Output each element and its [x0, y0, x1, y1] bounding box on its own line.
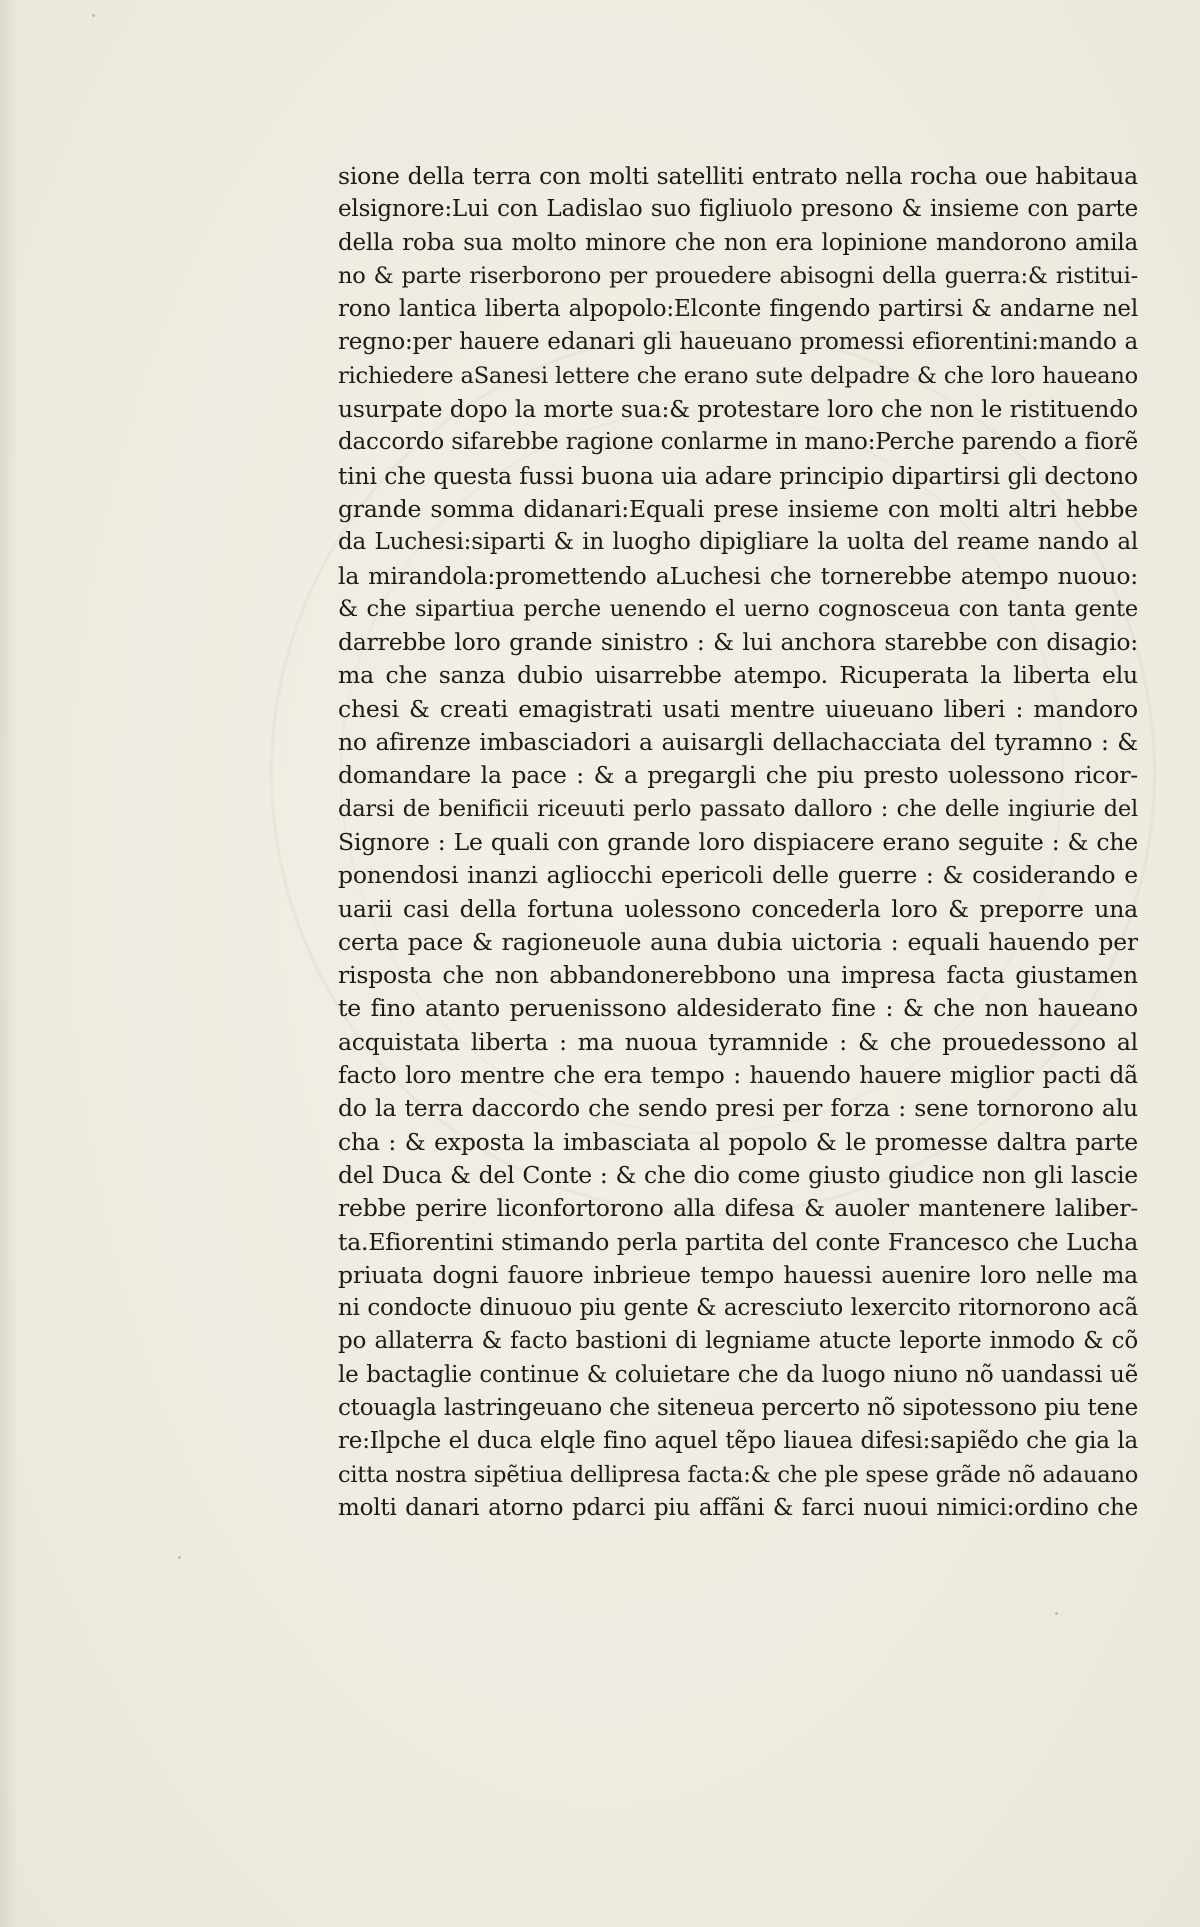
text-line: della roba sua molto minore che non era lopinione mandorono amila — [338, 229, 1138, 256]
text-line: daccordo sifarebbe ragione conlarme in mano:Perche parendo a fiorẽ — [338, 429, 1138, 456]
text-line: risposta che non abbandonerebbono una impresa facta giustamen — [338, 961, 1138, 990]
text-line: no & parte riserborono per prouedere abisogni della guerra:& ristitui- — [338, 262, 1138, 289]
printed-text-block — [338, 160, 1138, 1525]
text-line: tini che questa fussi buona uia adare principio dipartirsi gli dectono — [338, 461, 1138, 490]
text-line: regno:per hauere edanari gli haueuano promessi efiorentini:mando a — [338, 329, 1138, 356]
text-line: usurpate dopo la morte sua:& protestare loro che non le ristituendo — [338, 395, 1138, 424]
text-line: chesi & creati emagistrati usati mentre uiueuano liberi : mandoro — [338, 694, 1138, 723]
text-line: certa pace & ragioneuole auna dubia uictoria : equali hauendo per — [338, 927, 1138, 956]
paper-speck — [92, 14, 95, 17]
text-line: cha : & exposta la imbasciata al popolo & le promesse daltra parte — [338, 1127, 1138, 1156]
text-line: da Luchesi:siparti & in luogho dipigliare la uolta del reame nando al — [338, 529, 1138, 556]
text-line: darrebbe loro grande sinistro : & lui anchora starebbe con disagio: — [338, 628, 1138, 657]
text-line: ctouagla lastringeuano che siteneua percerto nõ sipotessono piu tene — [338, 1394, 1138, 1421]
text-line: elsignore:Lui con Ladislao suo figliuolo presono & insieme con parte — [338, 196, 1138, 223]
text-line: ni condocte dinuouo piu gente & acresciuto lexercito ritornorono acã — [338, 1295, 1138, 1322]
text-line: citta nostra sipẽtiua dellipresa facta:& che ple spese grãde nõ adauano — [338, 1461, 1138, 1488]
text-line: acquistata liberta : ma nuoua tyramnide : & che prouedessono al — [338, 1027, 1138, 1056]
text-line: rebbe perire liconfortorono alla difesa & auoler mantenere laliber- — [338, 1194, 1138, 1223]
text-line: Signore : Le quali con grande loro dispiacere erano seguite : & che — [338, 827, 1138, 856]
text-line: priuata dogni fauore inbrieue tempo hauessi auenire loro nelle ma — [338, 1260, 1138, 1289]
text-line: grande somma didanari:Equali prese insieme con molti altri hebbe — [338, 494, 1138, 523]
text-line: re:Ilpche el duca elqle fino aquel tẽpo liauea difesi:sapiẽdo che gia la — [338, 1428, 1138, 1455]
text-line: rono lantica liberta alpopolo:Elconte fingendo partirsi & andarne nel — [338, 296, 1138, 323]
text-line: te fino atanto peruenissono aldesiderato fine : & che non haueano — [338, 994, 1138, 1023]
paper-speck — [178, 1556, 181, 1559]
text-line: la mirandola:promettendo aLuchesi che tornerebbe atempo nuouo: — [338, 561, 1138, 590]
text-line: le bactaglie continue & coluietare che da luogo niuno nõ uandassi uẽ — [338, 1361, 1138, 1388]
text-line: domandare la pace : & a pregargli che piu presto uolessono ricor- — [338, 761, 1138, 790]
text-line: del Duca & del Conte : & che dio come giusto giudice non gli lascie — [338, 1160, 1138, 1189]
text-line: uarii casi della fortuna uolessono concederla loro & preporre una — [338, 894, 1138, 923]
paper-speck — [1055, 1612, 1058, 1615]
text-line: ma che sanza dubio uisarrebbe atempo. Ricuperata la liberta elu — [338, 661, 1138, 690]
text-line: & che sipartiua perche uenendo el uerno cognosceua con tanta gente — [338, 595, 1138, 622]
text-line: no afirenze imbasciadori a auisargli dellachacciata del tyramno : & — [338, 728, 1138, 757]
text-line: darsi de benificii riceuuti perlo passato dalloro : che delle ingiurie del — [338, 795, 1138, 822]
text-line: do la terra daccordo che sendo presi per forza : sene tornorono alu — [338, 1094, 1138, 1123]
text-line: richiedere aSanesi lettere che erano sute delpadre & che loro haueano — [338, 362, 1138, 389]
page-edge-shadow — [0, 0, 18, 1927]
text-line: ponendosi inanzi agliocchi epericoli delle guerre : & cosiderando e — [338, 861, 1138, 890]
text-line: molti danari atorno pdarci piu affãni & farci nuoui nimici:ordino che — [338, 1494, 1138, 1521]
text-line: po allaterra & facto bastioni di legniame atucte leporte inmodo & cõ — [338, 1328, 1138, 1355]
text-line: sione della terra con molti satelliti entrato nella rocha oue habitaua — [338, 162, 1138, 190]
text-line: ta.Efiorentini stimando perla partita del conte Francesco che Lucha — [338, 1227, 1138, 1256]
text-line: facto loro mentre che era tempo : hauendo hauere miglior pacti dã — [338, 1061, 1138, 1090]
